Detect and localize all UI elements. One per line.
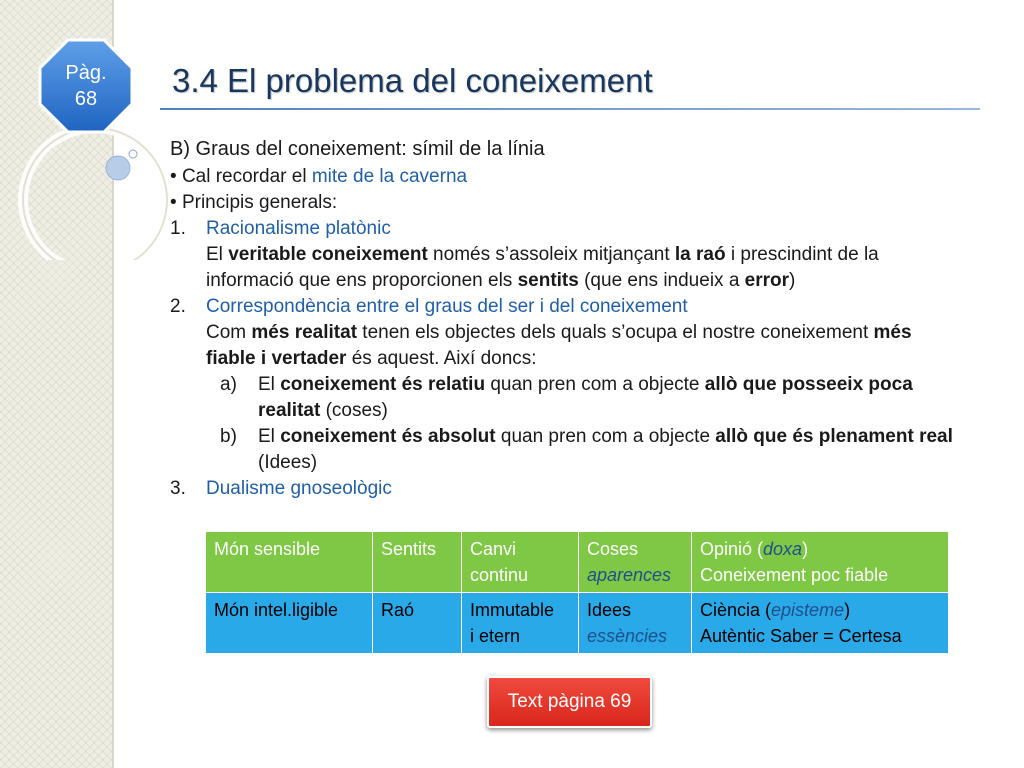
sub-item-letter: a) xyxy=(220,374,237,395)
content-body xyxy=(170,136,960,502)
table-cell: Idees essències xyxy=(579,593,692,654)
table-row-sensible xyxy=(206,532,949,593)
table-cell: Coses aparences xyxy=(579,532,692,593)
badge-line2: 68 xyxy=(74,88,98,110)
title-divider xyxy=(160,108,980,110)
badge-line1: Pàg. xyxy=(65,62,107,84)
item-body: Com més realitat tenen els objectes dels quals s’ocupa el nostre coneixement més fiable i vertader és aquest. Així doncs: xyxy=(206,322,912,369)
page-badge xyxy=(38,38,134,134)
table-row-intelligible xyxy=(206,593,949,654)
list-item-dualism xyxy=(170,476,960,502)
table-cell: Canvi continu xyxy=(462,532,579,593)
item-heading: Racionalisme platònic xyxy=(206,218,391,239)
dualism-table xyxy=(205,531,949,654)
item-number: 1. xyxy=(170,218,186,239)
table-cell: Ciència (episteme) Autèntic Saber = Certesa xyxy=(692,593,949,654)
table-cell: Sentits xyxy=(373,532,462,593)
bullet-dot: • xyxy=(170,192,182,213)
table-cell: Món sensible xyxy=(206,532,373,593)
bullet-principles xyxy=(170,190,960,216)
sub-item-letter: b) xyxy=(220,426,237,447)
bullet-dot: • xyxy=(170,166,182,187)
section-subtitle: B) Graus del coneixement: símil de la línia xyxy=(170,138,545,160)
bullet-cave xyxy=(170,164,960,190)
item-body: El veritable coneixement només s’assoleix mitjançant la raó i prescindint de la informació que ens proporcionen els sentits (que ens indueix a error) xyxy=(206,244,879,291)
text-page-69-button[interactable]: Text pàgina 69 xyxy=(487,676,652,728)
bullet-principles-text: Principis generals: xyxy=(181,192,338,213)
table-cell: Immutable i etern xyxy=(462,593,579,654)
item-number: 2. xyxy=(170,296,186,317)
sub-item-relative: a) El coneixement és relatiu quan pren com a objecte allò que posseeix poca realitat (coses) xyxy=(220,374,913,421)
page-title: 3.4 El problema del coneixement xyxy=(172,62,653,99)
item-heading: Dualisme gnoseològic xyxy=(206,478,392,499)
table-cell: Món intel.ligible xyxy=(206,593,373,654)
sub-item-absolute: b) El coneixement és absolut quan pren com a objecte allò que és plenament real (Idees) xyxy=(220,426,953,473)
item-heading: Correspondència entre el graus del ser i del coneixement xyxy=(206,296,688,317)
table-cell: Raó xyxy=(373,593,462,654)
table-cell: Opinió (doxa) Coneixement poc fiable xyxy=(692,532,949,593)
bullet-cave-text: Cal recordar el xyxy=(181,166,312,187)
cave-myth-link[interactable]: mite de la caverna xyxy=(311,166,468,187)
item-number: 3. xyxy=(170,478,186,499)
list-item-correspondence xyxy=(170,294,960,372)
list-item-rationalism xyxy=(170,216,960,294)
